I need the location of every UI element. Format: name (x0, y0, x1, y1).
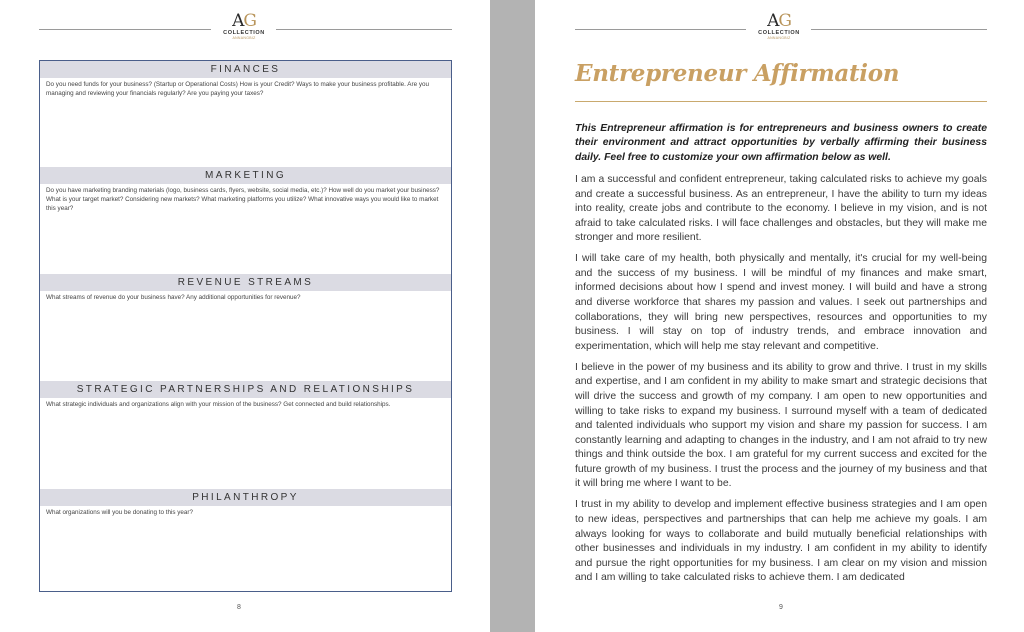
right-page (535, 0, 1024, 632)
logo (749, 12, 809, 40)
section-prompt: What strategic individuals and organizations align with your mission of the business? Get connected and build relationships. (46, 401, 391, 408)
section-heading: PHILANTHROPY (40, 489, 451, 506)
section-heading: REVENUE STREAMS (40, 274, 451, 291)
section-prompt: Do you have marketing branding materials (logo, business cards, flyers, website, social media, etc.)? How well do you market your business? What is your target market? Considering new markets? What marketing platforms you utilize? What innovative ways you would like to market this year? (46, 187, 440, 212)
section-heading: MARKETING (40, 167, 451, 184)
header-rule-left (39, 29, 211, 30)
business-worksheet (39, 60, 452, 592)
affirmation-paragraph: I believe in the power of my business and its ability to grow and thrive. I trust in my skills and expertise, and I am confident in my ability to make smart and strategic decisions that will drive the success and growth of my company. I am open to new opportunities and willing to take risks to expand my business. I surround myself with a team of dedicated and talented individuals who support my vision and share my passion for success. I am constantly learning and adapting to changes in the industry, and I am not afraid to try new things and think outside the box. I am grateful for my current success and excited for the future growth of my business. I trust the process and the journey of my business and that it will bring me where I want to be. (575, 361, 987, 490)
logo-tagline: ANNANGBIZ (232, 36, 256, 40)
logo-mark: AG (232, 11, 256, 31)
affirmation-paragraph: I am a successful and confident entrepreneur, taking calculated risks to achieve my goals and create a successful business. As an entrepreneur, I have the ability to turn my ideas into reality, create jobs and contribute to the economy. I believe in my vision, and is not afraid to take calculated risks. I will face challenges and obstacles, but they will make me stronger and more resilient. (575, 174, 987, 244)
logo-name: COLLECTION (223, 30, 265, 36)
section-prompt: What streams of revenue do your business have? Any additional opportunities for revenue? (46, 294, 301, 301)
affirmation-paragraph: I will take care of my health, both physically and mentally, it's crucial for my well-being and the success of my business. I will be mindful of my finances and make smart, informed decisions about how I spend and invest money. I will build and have a strong and diverse workforce that shares my passion and values. I seek out partnerships and collaborations, they will bring new perspectives, resources and opportunities to my business. I will stay on top of industry trends, and embrace innovation and experimentation, which will help me stay relevant and competitive. (575, 253, 987, 352)
affirmation-paragraph: I trust in my ability to develop and implement effective business strategies and I am open to new ideas, perspectives and partnerships that can help me achieve my goals. I am always looking for ways to collaborate and build mutually beneficial relationships with other businesses and individuals in my industry. I am confident in my ability to identify and pursue the right opportunities for my business. I am clear on my vision and mission and I am willing to take calculated risks to achieve them. I am dedicated (575, 499, 987, 584)
header-rule-right (276, 29, 452, 30)
section-finances (40, 61, 451, 98)
section-heading: FINANCES (40, 61, 451, 78)
logo (214, 12, 274, 40)
section-strategic-partnerships (40, 381, 451, 409)
section-heading: STRATEGIC PARTNERSHIPS AND RELATIONSHIPS (40, 381, 451, 398)
affirmation-body (575, 173, 987, 592)
logo-tagline: ANNANGBIZ (767, 36, 791, 40)
section-philanthropy (40, 489, 451, 517)
title-divider (575, 101, 987, 102)
section-prompt: What organizations will you be donating to this year? (46, 509, 194, 516)
page-number: 9 (779, 604, 783, 611)
page-number: 8 (237, 604, 241, 611)
page-gutter (490, 0, 535, 632)
left-page (0, 0, 490, 632)
section-marketing (40, 167, 451, 213)
section-prompt: Do you need funds for your business? (Startup or Operational Costs) How is your Credit? Ways to make your business profitable. Are you managing and reviewing your financials regularly? Are you paying your taxes? (46, 81, 430, 97)
section-revenue-streams (40, 274, 451, 302)
page-title: Entrepreneur Affirmation (575, 60, 900, 87)
intro-text: This Entrepreneur affirmation is for entrepreneurs and business owners to create their environment and attract opportunities by verbally affirming their business daily. Feel free to customize your own affirmation below as well. (575, 123, 987, 163)
logo-mark: AG (767, 11, 791, 31)
header-rule-right (811, 29, 987, 30)
logo-name: COLLECTION (758, 30, 800, 36)
header-rule-left (575, 29, 746, 30)
